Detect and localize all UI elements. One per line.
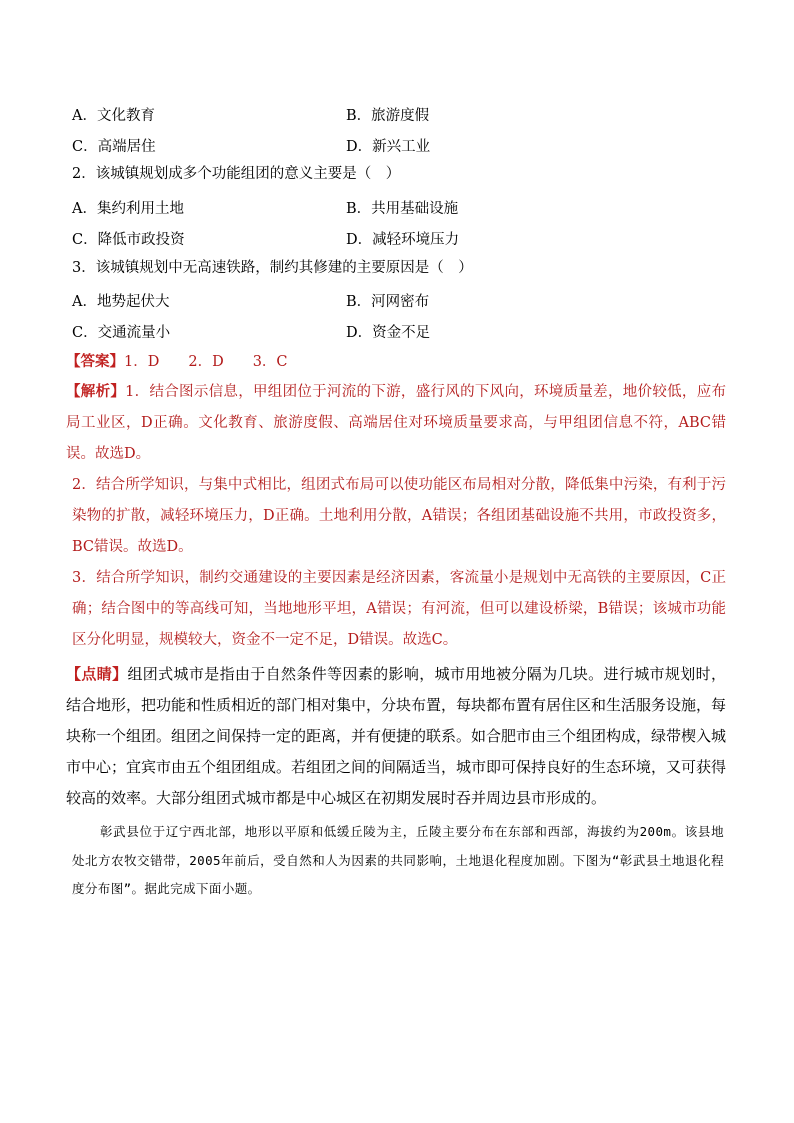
q1-option-a: A．文化教育 xyxy=(72,108,155,124)
answer-line xyxy=(66,352,288,372)
q2-option-c: C．降低市政投资 xyxy=(72,232,185,248)
q3-option-d: D．资金不足 xyxy=(346,325,431,341)
analysis-tag: 【解析】 xyxy=(66,383,126,400)
q3-option-c: C．交通流量小 xyxy=(72,325,171,341)
q3-stem: 3．该城镇规划中无高速铁路，制约其修建的主要原因是（ ） xyxy=(72,260,473,276)
q2-option-b: B．共用基础设施 xyxy=(346,201,459,217)
answer-tag: 【答案】 xyxy=(66,353,124,370)
q1-option-b: B．旅游度假 xyxy=(346,108,430,124)
q1-option-d: D．新兴工业 xyxy=(346,139,431,155)
answer-text: 1．D 2．D 3．C xyxy=(124,354,288,370)
next-material-text: 彰武县位于辽宁西北部，地形以平原和低缓丘陵为主，丘陵主要分布在东部和西部，海拔约为200m。该县地处北方农牧交错带，2005年前后，受自然和人为因素的共同影响，土地退化程度加剧。下图为“彰武县土地退化程度分布图”。据此完成下面小题。 xyxy=(72,824,724,896)
q3-option-a: A．地势起伏大 xyxy=(72,294,170,310)
tip-block xyxy=(66,659,726,814)
q2-option-a: A．集约利用土地 xyxy=(72,201,184,217)
analysis-p2: 2．结合所学知识，与集中式相比，组团式布局可以使功能区布局相对分散，降低集中污染，有利于污染物的扩散，减轻环境压力，D正确。土地利用分散，A错误；各组团基础设施不共用，市政投资多，BC错误。故选D。 xyxy=(72,477,726,555)
q2-option-d: D．减轻环境压力 xyxy=(346,232,460,248)
q2-stem: 2．该城镇规划成多个功能组团的意义主要是（ ） xyxy=(72,166,401,182)
analysis-p1-text: 1．结合图示信息，甲组团位于河流的下游，盛行风的下风向，环境质量差，地价较低，应布局工业区，D正确。文化教育、旅游度假、高端居住对环境质量要求高，与甲组团信息不符，ABC错误。故选D。 xyxy=(66,384,726,462)
q3-option-b: B．河网密布 xyxy=(346,294,430,310)
tip-text: 组团式城市是指由于自然条件等因素的影响，城市用地被分隔为几块。进行城市规划时，结合地形，把功能和性质相近的部门相对集中，分块布置，每块都布置有居住区和生活服务设施，每块称一个组团。组团之间保持一定的距离，并有便捷的联系。如合肥市由三个组团构成，绿带楔入城市中心；宜宾市由五个组团组成。若组团之间的间隔适当，城市即可保持良好的生态环境，又可获得较高的效率。大部分组团式城市都是中心城区在初期发展时吞并周边县市形成的。 xyxy=(66,665,727,807)
tip-paragraph xyxy=(66,659,726,814)
analysis-block xyxy=(66,376,726,656)
analysis-p3: 3．结合所学知识，制约交通建设的主要因素是经济因素，客流量小是规划中无高铁的主要原因，C正确；结合图中的等高线可知，当地地形平坦，A错误；有河流，但可以建设桥梁，B错误；该城市功能区分化明显，规模较大，资金不一定不足，D错误。故选C。 xyxy=(72,570,726,648)
tip-tag: 【点睛】 xyxy=(66,665,128,683)
q1-option-c: C．高端居住 xyxy=(72,139,156,155)
analysis-p1 xyxy=(66,376,726,470)
next-material-block xyxy=(72,818,724,904)
